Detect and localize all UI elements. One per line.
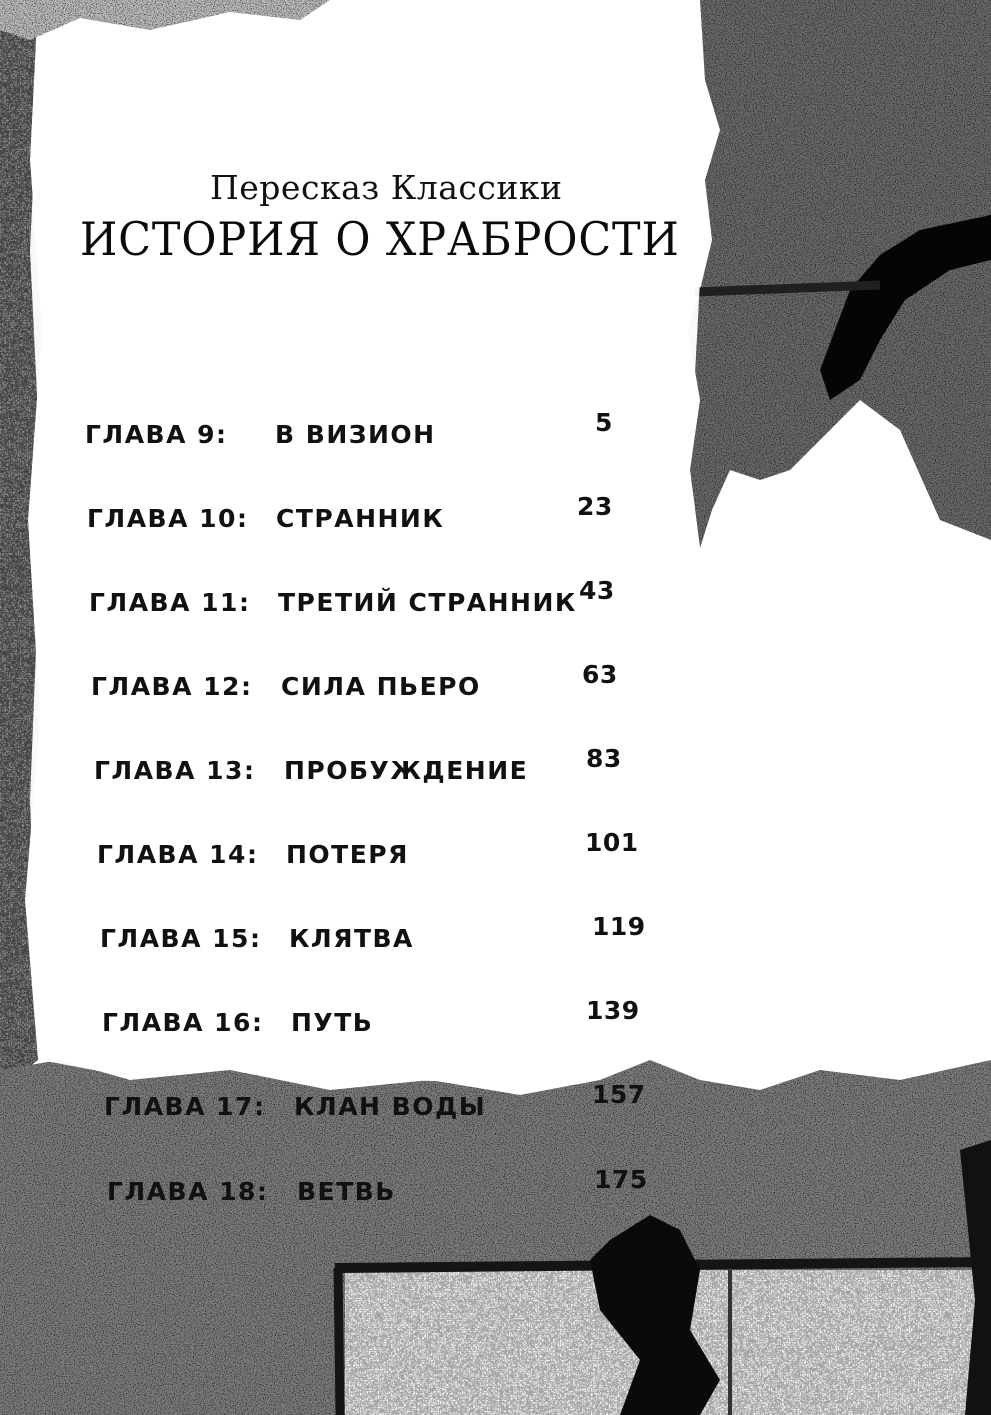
chapter-page-number: 83 [586,744,622,773]
chapter-number: ГЛАВА 9: [85,420,228,449]
chapter-title: ПУТЬ [291,1008,374,1037]
chapter-row [87,492,647,544]
chapter-row [104,1080,664,1132]
chapter-row [89,576,649,628]
chapter-title: СИЛА ПЬЕРО [281,672,481,701]
chapter-page-number: 139 [586,996,640,1025]
series-subtitle: Пересказ Классики [210,168,563,207]
chapter-row [102,996,662,1048]
chapter-number: ГЛАВА 11: [89,588,251,617]
chapter-page-number: 63 [582,660,618,689]
chapter-number: ГЛАВА 10: [87,504,249,533]
chapter-row [91,660,651,712]
chapter-page-number: 43 [579,576,615,605]
chapter-page-number: 23 [577,492,613,521]
chapter-number: ГЛАВА 16: [102,1008,264,1037]
book-title: ИСТОРИЯ О ХРАБРОСТИ [80,212,680,266]
chapter-title: ПОТЕРЯ [286,840,409,869]
chapter-title: ТРЕТИЙ СТРАННИК [278,588,577,617]
chapter-number: ГЛАВА 15: [100,924,262,953]
chapter-row [100,912,660,964]
chapter-row [94,744,654,796]
chapter-row [85,408,645,460]
chapter-title: КЛЯТВА [289,924,414,953]
chapter-number: ГЛАВА 13: [94,756,256,785]
chapter-page-number: 119 [592,912,646,941]
chapter-number: ГЛАВА 12: [91,672,253,701]
chapter-title: В ВИЗИОН [275,420,436,449]
chapter-number: ГЛАВА 18: [107,1177,269,1206]
chapter-title: ПРОБУЖДЕНИЕ [284,756,529,785]
chapter-page-number: 175 [594,1165,648,1194]
chapter-row [97,828,657,880]
chapter-title: КЛАН ВОДЫ [294,1092,487,1121]
chapter-number: ГЛАВА 14: [97,840,259,869]
chapter-number: ГЛАВА 17: [104,1092,266,1121]
chapter-title: СТРАННИК [276,504,445,533]
chapter-page-number: 101 [585,828,639,857]
chapter-page-number: 157 [592,1080,646,1109]
chapter-page-number: 5 [595,408,613,437]
chapter-row [107,1165,667,1217]
chapter-title: ВЕТВЬ [297,1177,396,1206]
